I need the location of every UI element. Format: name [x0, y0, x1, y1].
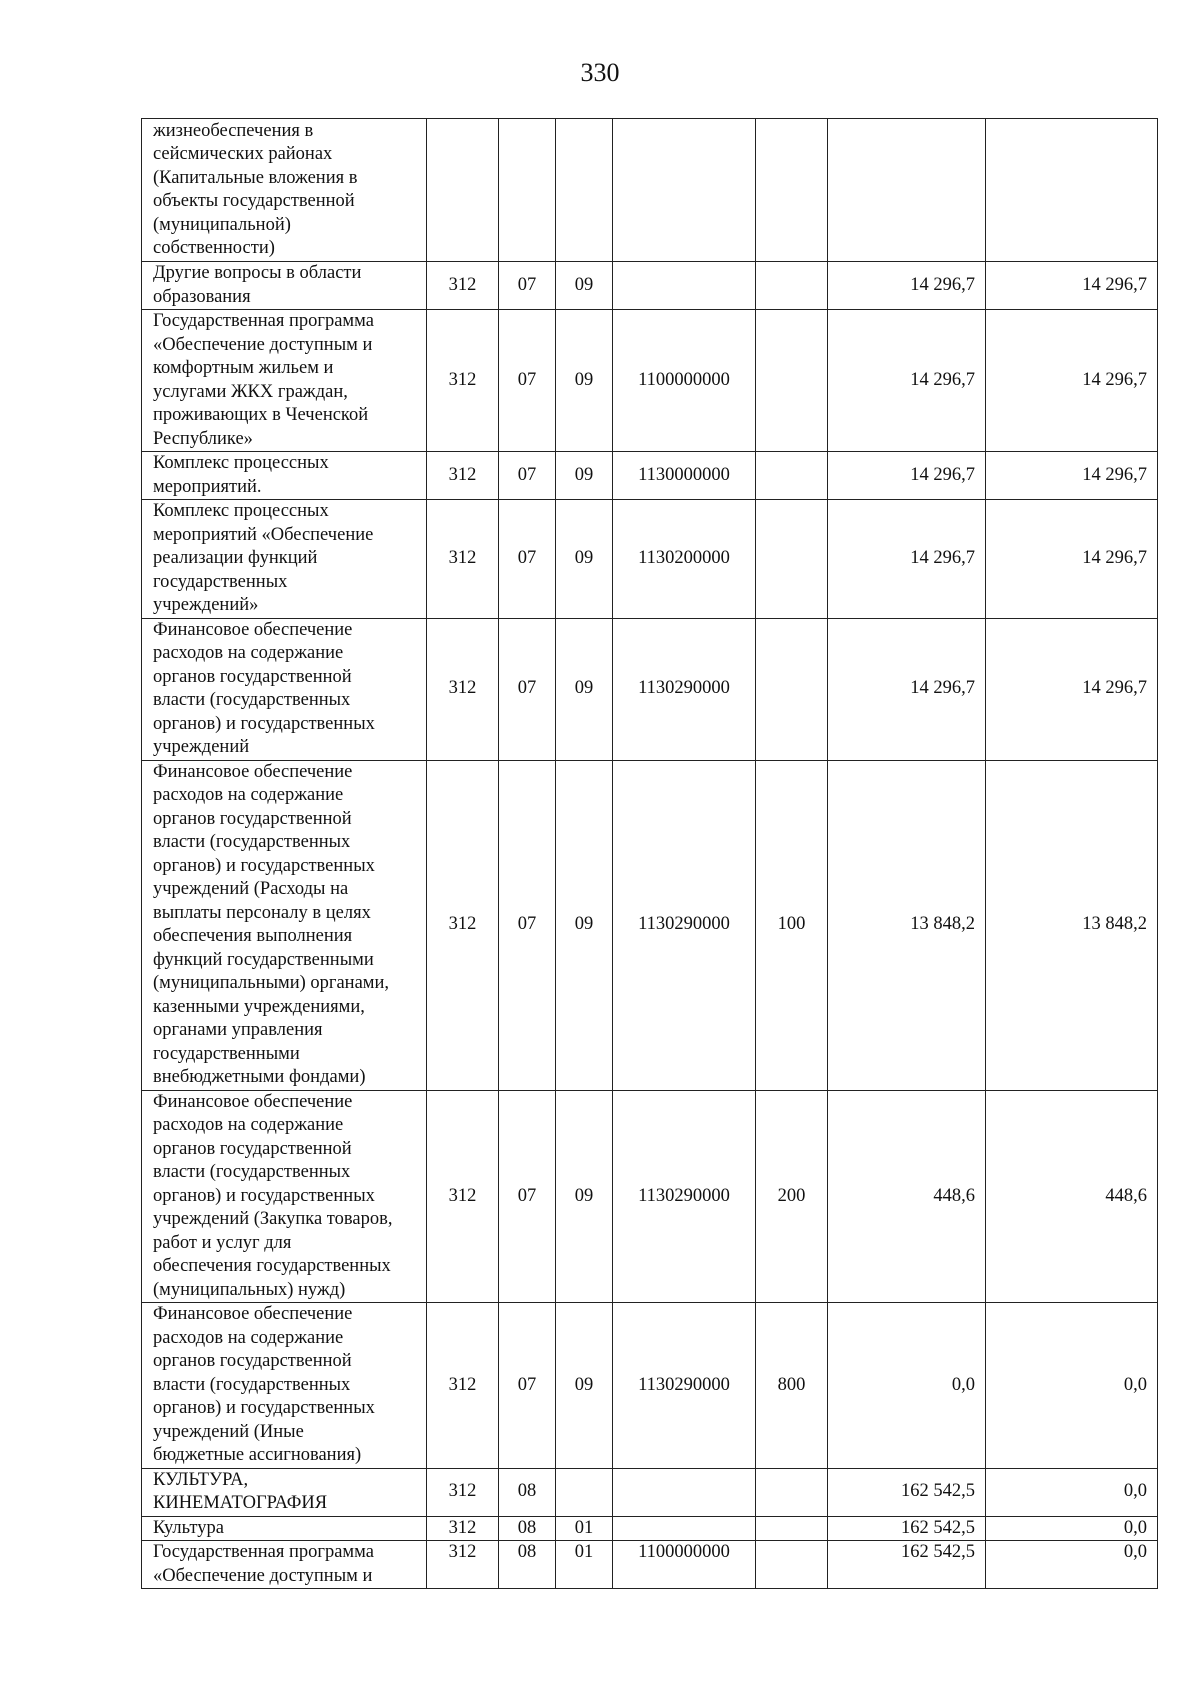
- row-amount-1: 14 296,7: [828, 452, 986, 500]
- table-row: [142, 1468, 1158, 1516]
- row-name: жизнеобеспечения в сейсмических районах (Капитальные вложения в объекты государственной (муниципальной) собственности): [142, 119, 427, 262]
- row-subsection-code: 09: [556, 262, 613, 310]
- row-expense-type: 800: [756, 1303, 828, 1469]
- row-target-article: 1130200000: [613, 500, 756, 619]
- row-name: Государственная программа «Обеспечение доступным и: [142, 1541, 427, 1589]
- row-section-code: [499, 119, 556, 262]
- row-target-article: 1100000000: [613, 1541, 756, 1589]
- row-amount-2: 14 296,7: [986, 310, 1158, 452]
- table-row: [142, 618, 1158, 760]
- row-target-article: 1130290000: [613, 1090, 756, 1303]
- row-amount-1: 0,0: [828, 1303, 986, 1469]
- row-subsection-code: 09: [556, 500, 613, 619]
- row-name: Комплекс процессных мероприятий «Обеспечение реализации функций государственных учреждений»: [142, 500, 427, 619]
- row-amount-1: 162 542,5: [828, 1541, 986, 1589]
- table-row: [142, 500, 1158, 619]
- row-target-article: 1130290000: [613, 760, 756, 1090]
- row-amount-1: 14 296,7: [828, 310, 986, 452]
- row-amount-1: 13 848,2: [828, 760, 986, 1090]
- row-name: Государственная программа «Обеспечение доступным и комфортным жильем и услугами ЖКХ граждан, проживающих в Чеченской Республике»: [142, 310, 427, 452]
- row-amount-1: 448,6: [828, 1090, 986, 1303]
- row-target-article: 1130290000: [613, 618, 756, 760]
- row-ved-code: 312: [427, 1468, 499, 1516]
- row-amount-1: 14 296,7: [828, 618, 986, 760]
- row-expense-type: [756, 1541, 828, 1589]
- row-subsection-code: 01: [556, 1516, 613, 1541]
- row-amount-2: [986, 119, 1158, 262]
- row-subsection-code: [556, 119, 613, 262]
- row-ved-code: [427, 119, 499, 262]
- row-expense-type: [756, 618, 828, 760]
- row-name: Финансовое обеспечение расходов на содержание органов государственной власти (государственных органов) и государственных учреждений (Иные бюджетные ассигнования): [142, 1303, 427, 1469]
- row-ved-code: 312: [427, 1516, 499, 1541]
- row-subsection-code: 09: [556, 452, 613, 500]
- row-section-code: 07: [499, 618, 556, 760]
- row-subsection-code: 09: [556, 1090, 613, 1303]
- row-expense-type: 100: [756, 760, 828, 1090]
- budget-table-body: [142, 119, 1158, 1589]
- row-target-article: [613, 119, 756, 262]
- row-target-article: [613, 262, 756, 310]
- row-subsection-code: [556, 1468, 613, 1516]
- row-amount-1: 14 296,7: [828, 500, 986, 619]
- row-expense-type: [756, 119, 828, 262]
- row-amount-2: 448,6: [986, 1090, 1158, 1303]
- table-row: [142, 310, 1158, 452]
- row-expense-type: [756, 1468, 828, 1516]
- row-ved-code: 312: [427, 500, 499, 619]
- row-name: Другие вопросы в области образования: [142, 262, 427, 310]
- row-section-code: 07: [499, 310, 556, 452]
- row-target-article: [613, 1516, 756, 1541]
- row-name: Комплекс процессных мероприятий.: [142, 452, 427, 500]
- row-subsection-code: 09: [556, 760, 613, 1090]
- row-expense-type: [756, 1516, 828, 1541]
- row-expense-type: 200: [756, 1090, 828, 1303]
- row-name: КУЛЬТУРА, КИНЕМАТОГРАФИЯ: [142, 1468, 427, 1516]
- row-subsection-code: 01: [556, 1541, 613, 1589]
- row-section-code: 08: [499, 1541, 556, 1589]
- row-target-article: 1130290000: [613, 1303, 756, 1469]
- row-amount-1: [828, 119, 986, 262]
- row-ved-code: 312: [427, 1090, 499, 1303]
- row-amount-2: 13 848,2: [986, 760, 1158, 1090]
- table-row: [142, 119, 1158, 262]
- row-amount-1: 14 296,7: [828, 262, 986, 310]
- row-section-code: 07: [499, 262, 556, 310]
- row-expense-type: [756, 262, 828, 310]
- row-amount-2: 14 296,7: [986, 452, 1158, 500]
- table-row: [142, 452, 1158, 500]
- row-section-code: 07: [499, 760, 556, 1090]
- row-ved-code: 312: [427, 1303, 499, 1469]
- row-name: Культура: [142, 1516, 427, 1541]
- row-amount-2: 0,0: [986, 1468, 1158, 1516]
- table-row: [142, 1541, 1158, 1589]
- row-section-code: 07: [499, 500, 556, 619]
- row-ved-code: 312: [427, 262, 499, 310]
- row-target-article: [613, 1468, 756, 1516]
- row-name: Финансовое обеспечение расходов на содержание органов государственной власти (государственных органов) и государственных учреждений (Закупка товаров, работ и услуг для обеспечения государственных (муниципальных) нужд): [142, 1090, 427, 1303]
- row-ved-code: 312: [427, 310, 499, 452]
- row-expense-type: [756, 500, 828, 619]
- row-section-code: 07: [499, 1090, 556, 1303]
- row-ved-code: 312: [427, 452, 499, 500]
- table-row: [142, 1303, 1158, 1469]
- row-name: Финансовое обеспечение расходов на содержание органов государственной власти (государственных органов) и государственных учреждений: [142, 618, 427, 760]
- row-ved-code: 312: [427, 618, 499, 760]
- table-row: [142, 1090, 1158, 1303]
- row-amount-2: 14 296,7: [986, 500, 1158, 619]
- row-name: Финансовое обеспечение расходов на содержание органов государственной власти (государственных органов) и государственных учреждений (Расходы на выплаты персоналу в целях обеспечения выполнения функций государственными (муниципальными) органами, казенными учреждениями, органами управления государственными внебюджетными фондами): [142, 760, 427, 1090]
- budget-table: [141, 118, 1158, 1589]
- row-ved-code: 312: [427, 1541, 499, 1589]
- row-expense-type: [756, 310, 828, 452]
- row-amount-2: 0,0: [986, 1541, 1158, 1589]
- row-amount-1: 162 542,5: [828, 1468, 986, 1516]
- row-subsection-code: 09: [556, 1303, 613, 1469]
- row-expense-type: [756, 452, 828, 500]
- row-amount-2: 0,0: [986, 1303, 1158, 1469]
- row-section-code: 07: [499, 1303, 556, 1469]
- row-ved-code: 312: [427, 760, 499, 1090]
- row-amount-2: 0,0: [986, 1516, 1158, 1541]
- row-target-article: 1100000000: [613, 310, 756, 452]
- row-subsection-code: 09: [556, 310, 613, 452]
- table-row: [142, 760, 1158, 1090]
- row-section-code: 08: [499, 1468, 556, 1516]
- row-section-code: 07: [499, 452, 556, 500]
- row-target-article: 1130000000: [613, 452, 756, 500]
- row-amount-1: 162 542,5: [828, 1516, 986, 1541]
- row-subsection-code: 09: [556, 618, 613, 760]
- table-row: [142, 1516, 1158, 1541]
- row-amount-2: 14 296,7: [986, 618, 1158, 760]
- page-number: 330: [580, 58, 620, 87]
- table-row: [142, 262, 1158, 310]
- row-amount-2: 14 296,7: [986, 262, 1158, 310]
- row-section-code: 08: [499, 1516, 556, 1541]
